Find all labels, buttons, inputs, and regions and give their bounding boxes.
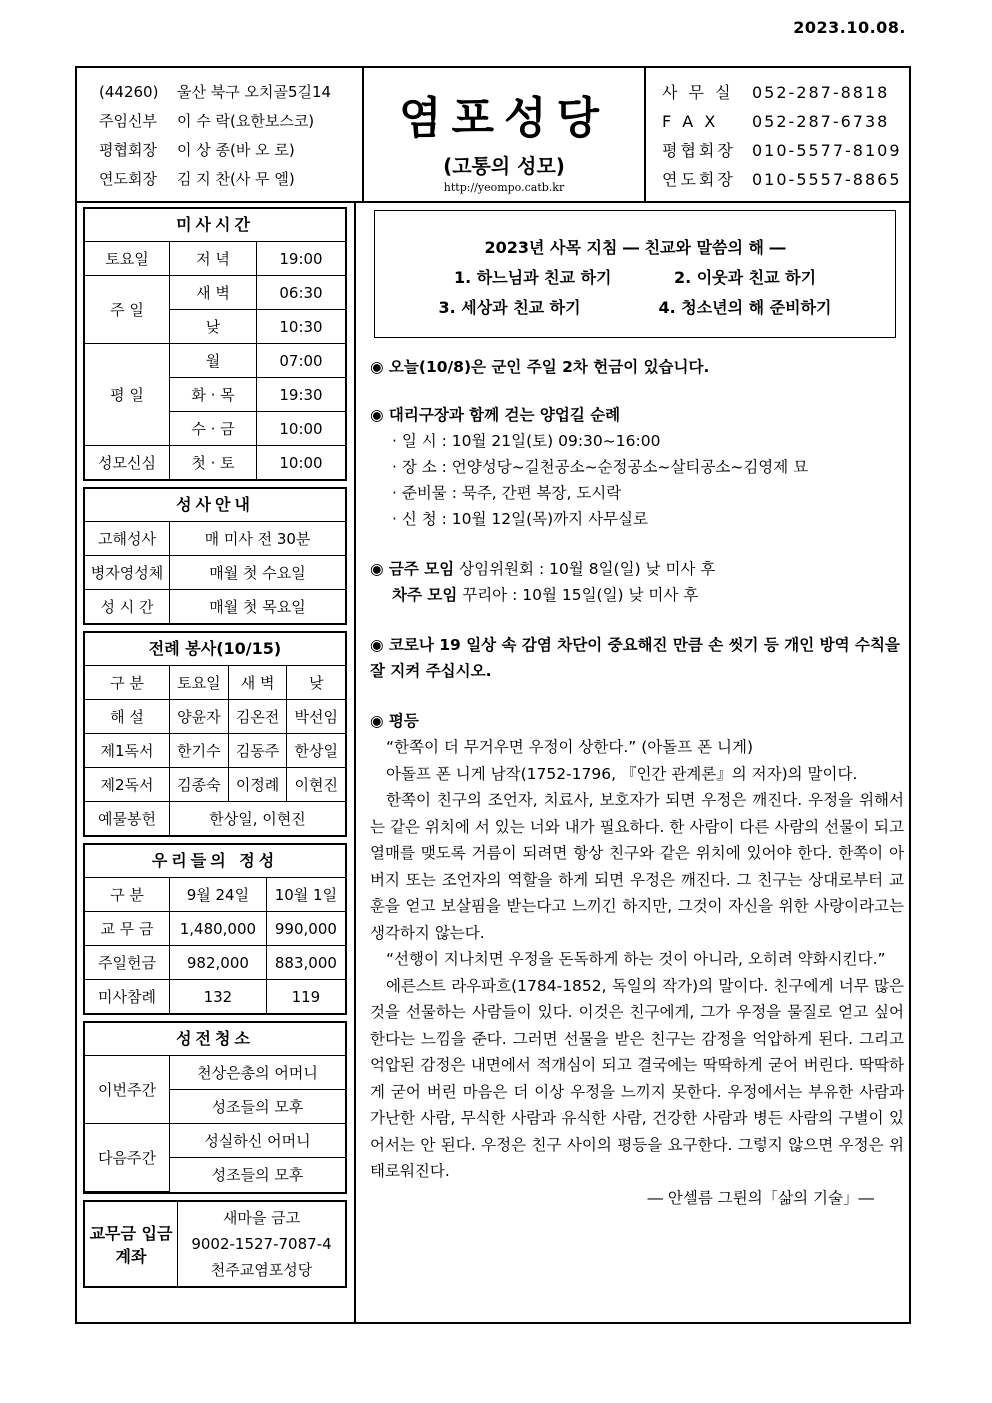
church-url[interactable]: http://yeompo.catb.kr xyxy=(443,181,565,194)
table-cell: 한상일, 이현진 xyxy=(170,802,346,836)
essay-body xyxy=(370,734,904,1211)
notice-bullets xyxy=(370,428,904,532)
table-cell: 김온전 xyxy=(228,700,287,734)
info-value: 김 지 찬(사 무 엘) xyxy=(177,170,295,188)
church-name: 염포성당 xyxy=(398,93,609,144)
cleaning-table xyxy=(85,1056,345,1192)
table-row xyxy=(85,446,345,480)
contact-label: F A X xyxy=(662,112,719,131)
table-cell: 주일헌금 xyxy=(85,946,170,980)
table-cell: 성조들의 모후 xyxy=(170,1090,346,1124)
table-cell: 10:30 xyxy=(257,310,346,344)
contact-label: 사 무 실 xyxy=(662,83,734,102)
notice-title: ◉ 대리구장과 함께 걷는 양업길 순례 xyxy=(370,406,621,424)
offerings-title: 우리들의 정성 xyxy=(85,845,345,878)
table-row xyxy=(85,878,345,912)
contact-value: 052-287-6738 xyxy=(752,112,890,131)
table-row xyxy=(85,980,345,1014)
table-cell: 이정례 xyxy=(228,768,287,802)
meeting-label: ◉ 금주 모임 xyxy=(370,560,455,578)
info-row xyxy=(99,165,331,194)
table-cell: 10:00 xyxy=(257,412,346,446)
table-row xyxy=(85,590,345,624)
table-cell: 1,480,000 xyxy=(170,912,267,946)
contact-value: 010-5577-8109 xyxy=(752,141,902,160)
table-cell: 김종숙 xyxy=(170,768,229,802)
column-divider xyxy=(354,201,356,1322)
table-header: 구 분 xyxy=(85,878,170,912)
info-value: 이 상 종(바 오 로) xyxy=(177,141,295,159)
meeting-next-week xyxy=(370,582,904,608)
info-row xyxy=(99,78,331,107)
table-row xyxy=(85,734,345,768)
table-cell: 김동주 xyxy=(228,734,287,768)
table-cell: 한상일 xyxy=(287,734,345,768)
table-cell: 수 · 금 xyxy=(170,412,257,446)
contact-row xyxy=(662,136,902,165)
bulletin-date: 2023.10.08. xyxy=(793,18,906,37)
table-cell: 119 xyxy=(266,980,345,1014)
table-header: 낮 xyxy=(287,666,345,700)
table-cell: 화 · 목 xyxy=(170,378,257,412)
table-cell: 07:00 xyxy=(257,344,346,378)
table-row xyxy=(85,1202,345,1286)
table-cell: 이현진 xyxy=(287,768,345,802)
table-cell: 미사참례 xyxy=(85,980,170,1014)
theme-item: 3. 세상과 친교 하기 xyxy=(438,298,581,317)
table-cell: 새 벽 xyxy=(170,276,257,310)
info-label: 주임신부 xyxy=(99,112,157,130)
table-cell: 06:30 xyxy=(257,276,346,310)
table-cell: 이번주간 xyxy=(85,1056,170,1124)
table-cell: 982,000 xyxy=(170,946,267,980)
bullet-item: · 장 소 : 언양성당~길천공소~순정공소~살티공소~김영제 묘 xyxy=(392,458,809,476)
meeting-this-week xyxy=(370,556,904,582)
essay-byline: ― 안셀름 그륀의「삶의 기술」― xyxy=(647,1188,874,1207)
offerings-table xyxy=(85,878,345,1013)
pastoral-theme-box xyxy=(374,210,896,338)
account-details xyxy=(178,1202,346,1286)
account-label: 교무금 입금계좌 xyxy=(85,1202,178,1286)
table-cell: 883,000 xyxy=(266,946,345,980)
table-row xyxy=(85,946,345,980)
contact-row xyxy=(662,165,902,194)
info-label: 연도회장 xyxy=(99,170,157,188)
table-cell: 고해성사 xyxy=(85,522,170,556)
church-subtitle: (고통의 성모) xyxy=(443,154,565,178)
theme-item: 1. 하느님과 친교 하기 xyxy=(453,268,612,287)
table-header: 새 벽 xyxy=(228,666,287,700)
essay-paragraph: “선행이 지나치면 우정을 돈독하게 하는 것이 아니라, 오히려 약화시킨다.” xyxy=(386,950,886,968)
table-cell: 평 일 xyxy=(85,344,170,446)
table-cell: 교 무 금 xyxy=(85,912,170,946)
contact-row xyxy=(662,107,902,136)
table-cell: 첫 · 토 xyxy=(170,446,257,480)
header-info xyxy=(99,78,331,194)
essay-paragraph: 한쪽이 친구의 조언자, 치료사, 보호자가 되면 우정은 깨진다. 우정을 위해서는 같은 위치에 서 있는 너와 내가 필요하다. 한 사람이 다른 사람의 선물이 되고 열매를 맺도록 거름이 되려면 항상 친구와 같은 위치에 있어야 한다. 한쪽이 아버지 또는 조언자의 역할을 하게 되면 우정은 깨진다. 그 친구는 상대로부터 교훈을 얻고 보살핌을 받는다고 느끼긴 하지만, 그것이 자신을 위한 사랑이라고는 생각하지 않는다. xyxy=(370,791,904,942)
table-row xyxy=(85,344,345,378)
table-cell: 성조들의 모후 xyxy=(170,1158,346,1192)
contact-row xyxy=(662,78,902,107)
table-cell: 천상은총의 어머니 xyxy=(170,1056,346,1090)
table-row xyxy=(85,1056,345,1090)
sacraments-table xyxy=(85,522,345,623)
main-content xyxy=(364,210,904,1211)
theme-title: 2023년 사목 지침 ― 친교와 말씀의 해 ― xyxy=(484,238,786,257)
mass-times-box xyxy=(83,207,347,481)
info-label: 평협회장 xyxy=(99,141,157,159)
table-header: 구 분 xyxy=(85,666,170,700)
table-cell: 990,000 xyxy=(266,912,345,946)
table-cell: 제1독서 xyxy=(85,734,170,768)
table-cell: 매월 첫 수요일 xyxy=(170,556,346,590)
table-cell: 다음주간 xyxy=(85,1124,170,1192)
table-row xyxy=(85,522,345,556)
table-cell: 양윤자 xyxy=(170,700,229,734)
table-cell: 제2독서 xyxy=(85,768,170,802)
account-table xyxy=(85,1202,345,1286)
info-value: 울산 북구 오치골5길14 xyxy=(177,83,332,101)
contacts xyxy=(662,78,902,194)
table-row xyxy=(85,242,345,276)
sidebar xyxy=(83,207,347,1288)
bullet-item: · 일 시 : 10월 21일(토) 09:30~16:00 xyxy=(392,432,661,450)
contact-value: 010-5557-8865 xyxy=(752,170,902,189)
essay-title: ◉ 평등 xyxy=(370,712,419,730)
table-cell: 132 xyxy=(170,980,267,1014)
table-cell: 해 설 xyxy=(85,700,170,734)
bullet-item: · 신 청 : 10월 12일(목)까지 사무실로 xyxy=(392,510,648,528)
essay-paragraph: “한쪽이 더 무거우면 우정이 상한다.” (아돌프 폰 니게) xyxy=(386,738,754,756)
table-header: 토요일 xyxy=(170,666,229,700)
table-cell: 성 시 간 xyxy=(85,590,170,624)
table-cell: 월 xyxy=(170,344,257,378)
table-header: 9월 24일 xyxy=(170,878,267,912)
table-row xyxy=(85,802,345,836)
table-cell: 성모신심 xyxy=(85,446,170,480)
bullet-item: · 준비물 : 묵주, 간편 복장, 도시락 xyxy=(392,484,622,502)
table-header: 10월 1일 xyxy=(266,878,345,912)
table-cell: 예물봉헌 xyxy=(85,802,170,836)
table-cell: 주 일 xyxy=(85,276,170,344)
table-cell: 매 미사 전 30분 xyxy=(170,522,346,556)
sacraments-title: 성사안내 xyxy=(85,489,345,522)
table-cell: 박선임 xyxy=(287,700,345,734)
contact-value: 052-287-8818 xyxy=(752,83,890,102)
essay-paragraph: 아돌프 폰 니게 남작(1752-1796, 『인간 관계론』의 저자)의 말이다. xyxy=(386,764,858,783)
mass-times-table xyxy=(85,242,345,479)
meeting-detail: 꾸리아 : 10월 15일(일) 낮 미사 후 xyxy=(457,586,699,604)
info-row xyxy=(99,107,331,136)
table-cell: 한기수 xyxy=(170,734,229,768)
account-line: 9002-1527-7087-4 xyxy=(191,1234,332,1253)
liturgy-box xyxy=(83,631,347,837)
notices xyxy=(370,354,904,1211)
table-row xyxy=(85,768,345,802)
table-row xyxy=(85,1124,345,1158)
bulletin-frame xyxy=(75,66,911,1324)
account-box xyxy=(83,1200,347,1288)
table-cell: 토요일 xyxy=(85,242,170,276)
info-row xyxy=(99,136,331,165)
table-row xyxy=(85,666,345,700)
table-row xyxy=(85,700,345,734)
cleaning-box xyxy=(83,1021,347,1194)
table-cell: 19:00 xyxy=(257,242,346,276)
meeting-detail: 상임위원회 : 10월 8일(일) 낮 미사 후 xyxy=(454,560,716,578)
table-cell: 10:00 xyxy=(257,446,346,480)
info-value: 이 수 락(요한보스코) xyxy=(177,112,315,130)
theme-row xyxy=(375,293,895,323)
essay-paragraph: 에른스트 라우파흐(1784-1852, 독일의 작가)의 말이다. 친구에게 너무 많은 것을 선물하는 사람들이 있다. 이것은 친구에게, 그가 우정을 물질로 얻고 싶어한다는 느낌을 준다. 그러면 선물을 받은 친구는 감정을 억압하게 된다. 그리고 억압된 감정은 내면에서 적개심이 되고 결국에는 딱딱하게 굳어 버린다. 딱딱하게 굳어 버린 마음은 더 이상 우정을 느끼지 못한다. 우정에서는 부유한 사람과 가난한 사람, 무식한 사람과 유식한 사람, 건강한 사람과 병든 사람의 구별이 있어서는 안 된다. 우정은 친구 사이의 평등을 요구한다. 그렇지 않으면 우정은 위태로워진다. xyxy=(370,976,904,1180)
header xyxy=(77,68,909,203)
account-line: 새마을 금고 xyxy=(222,1208,301,1227)
account-line: 천주교염포성당 xyxy=(210,1260,313,1279)
notice-item: ◉ 오늘(10/8)은 군인 주일 2차 헌금이 있습니다. xyxy=(370,358,710,376)
sacraments-box xyxy=(83,487,347,625)
table-cell: 저 녁 xyxy=(170,242,257,276)
mass-times-title: 미사시간 xyxy=(85,209,345,242)
notice-item: ◉ 코로나 19 일상 속 감염 차단이 중요해진 만큼 손 씻기 등 개인 방역 수칙을 잘 지켜 주십시오. xyxy=(370,636,900,680)
contact-label: 연도회장 xyxy=(662,170,736,189)
table-row xyxy=(85,912,345,946)
meeting-label: 차주 모임 xyxy=(392,586,458,604)
table-cell: 낮 xyxy=(170,310,257,344)
liturgy-title: 전례 봉사(10/15) xyxy=(85,633,345,666)
cleaning-title: 성전청소 xyxy=(85,1023,345,1056)
info-label: (44260) xyxy=(99,83,159,101)
table-cell: 성실하신 어머니 xyxy=(170,1124,346,1158)
table-cell: 매월 첫 목요일 xyxy=(170,590,346,624)
table-cell: 19:30 xyxy=(257,378,346,412)
table-row xyxy=(85,556,345,590)
theme-item: 4. 청소년의 해 준비하기 xyxy=(658,298,832,317)
offerings-box xyxy=(83,843,347,1015)
liturgy-table xyxy=(85,666,345,835)
table-cell: 병자영성체 xyxy=(85,556,170,590)
masthead xyxy=(362,68,646,201)
table-row xyxy=(85,276,345,310)
theme-item: 2. 이웃과 친교 하기 xyxy=(673,268,817,287)
theme-row xyxy=(375,263,895,293)
contact-label: 평협회장 xyxy=(662,141,736,160)
